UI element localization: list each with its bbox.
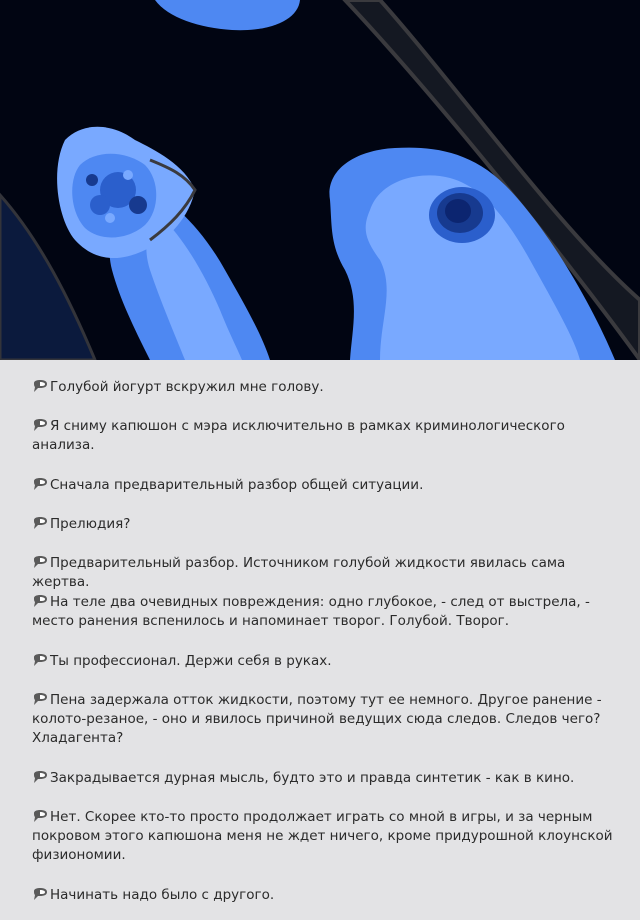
speech-bubble-icon (32, 478, 48, 492)
speech-bubble-icon (32, 654, 48, 668)
comic-panel (0, 0, 640, 360)
message-5: Предварительный разбор. Источником голубой жидкости явилась сама жертва. (32, 555, 566, 590)
speech-bubble-icon (32, 771, 48, 785)
message-4: Прелюдия? (32, 515, 622, 534)
speech-bubble-icon (32, 556, 48, 570)
message-9: Закрадывается дурная мысль, будто это и правда синтетик - как в кино. (32, 769, 622, 788)
message-10: Нет. Скорее кто-то просто продолжает играть со мной в игры, и за черным покровом этого капюшона меня не ждет ничего, кроме придурошной клоунской физиономии. (32, 809, 613, 863)
message-11: Начинать надо было с другого. (32, 886, 622, 905)
speech-bubble-icon (32, 517, 48, 531)
comic-illustration (0, 0, 640, 360)
speech-bubble-icon (32, 419, 48, 433)
speech-bubble-icon (32, 380, 48, 394)
speech-bubble-icon (32, 888, 48, 902)
message-3: Сначала предварительный разбор общей ситуации. (32, 476, 622, 495)
message-8: Пена задержала отток жидкости, поэтому тут ее немного. Другое ранение - колото-резаное, - оно и явилось причиной ведущих сюда следов. Следов чего? Хладагента? (32, 692, 602, 746)
message-7: Ты профессионал. Держи себя в руках. (32, 652, 622, 671)
speech-bubble-icon (32, 810, 48, 824)
message-2: Я сниму капюшон с мэра исключительно в рамках криминологического анализа. (32, 418, 565, 453)
message-1: Голубой йогурт вскружил мне голову. (32, 378, 622, 397)
message-6: На теле два очевидных повреждения: одно глубокое, - след от выстрела, - место ранения вспенилось и напоминает творог. Голубой. Творог. (32, 594, 590, 629)
speech-bubble-icon (32, 595, 48, 609)
dialogue-log (0, 360, 640, 920)
speech-bubble-icon (32, 693, 48, 707)
